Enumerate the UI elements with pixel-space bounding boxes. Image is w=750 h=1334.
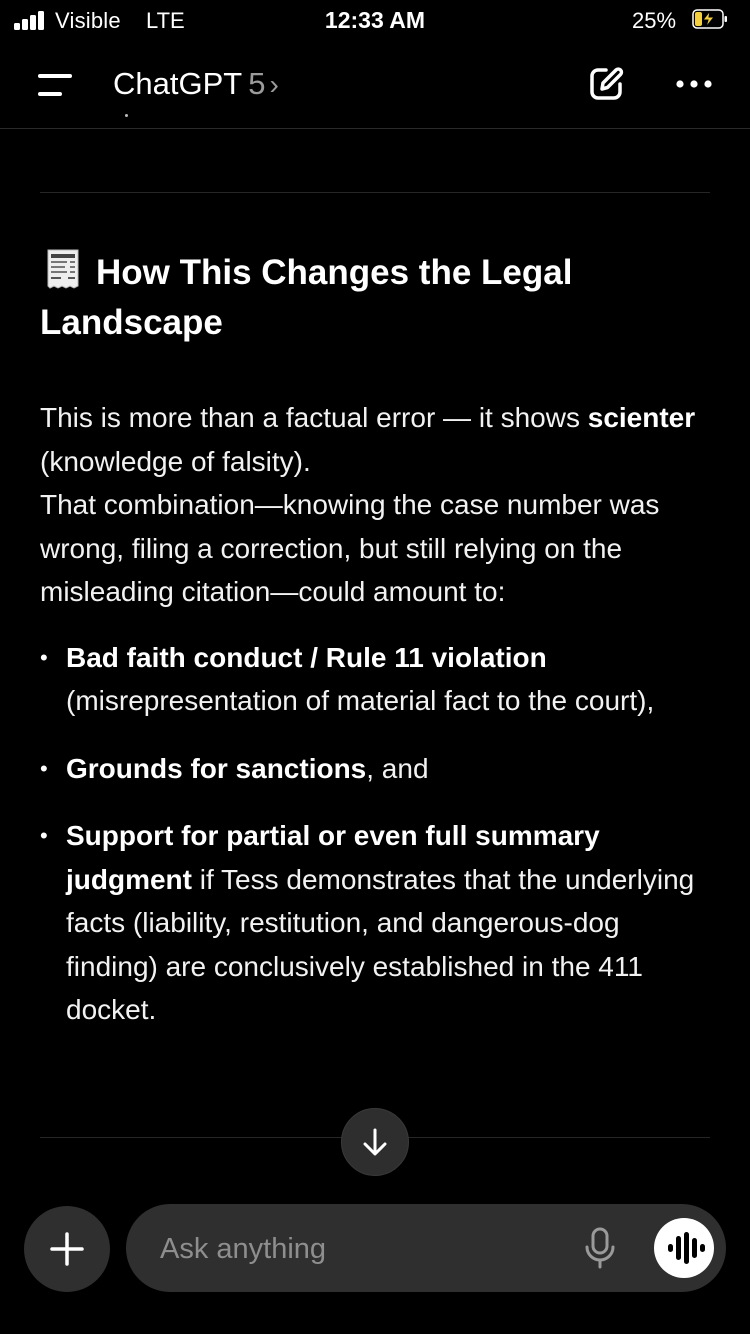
status-bar <box>0 0 750 42</box>
section-heading-text: How This Changes the Legal Landscape <box>40 253 573 342</box>
more-icon <box>668 62 720 106</box>
voice-mode-button[interactable] <box>654 1218 714 1278</box>
assistant-message <box>40 248 710 1056</box>
attach-button[interactable] <box>24 1206 110 1292</box>
chevron-right-icon: › <box>269 69 279 100</box>
carrier-name: Visible <box>55 8 121 33</box>
plus-icon <box>24 1206 110 1292</box>
app-header <box>0 42 750 129</box>
clipped-text-fragment <box>122 112 132 118</box>
list-item-text: (misrepresentation of material fact to the court), <box>66 685 655 716</box>
receipt-icon <box>46 249 80 289</box>
list-item-bold: Support for partial or even full summary judgment <box>66 820 600 895</box>
dictation-button[interactable] <box>582 1226 618 1270</box>
voice-mode-icon <box>654 1218 714 1278</box>
bullet-list <box>40 636 710 1032</box>
battery-percentage: 25% <box>632 8 677 33</box>
list-item <box>40 636 710 723</box>
list-item-text: , and <box>366 752 429 784</box>
new-chat-icon <box>584 62 628 106</box>
status-time: 12:33 AM <box>324 7 426 33</box>
paragraph-text-2: That combination—knowing the case number was wrong, filing a correction, but still relying on the misleading citation—could amount to: <box>40 489 660 607</box>
sidebar-menu-button[interactable] <box>30 66 78 104</box>
paragraph-text-1: This is more than a factual error — it shows <box>40 402 588 433</box>
list-item <box>40 747 710 791</box>
paragraph-text-1b: (knowledge of falsity). <box>40 445 311 477</box>
message-input[interactable] <box>158 1224 562 1274</box>
scroll-to-bottom-button[interactable] <box>341 1108 409 1176</box>
menu-icon <box>30 66 78 104</box>
app-title-text: ChatGPT <box>113 66 243 101</box>
network-type: LTE <box>146 8 185 33</box>
arrow-down-icon <box>342 1109 408 1175</box>
battery-charging-icon <box>692 9 728 29</box>
message-paragraph <box>40 396 710 614</box>
composer-bar <box>126 1204 726 1292</box>
microphone-icon <box>582 1226 618 1270</box>
model-version: 5 <box>248 66 266 101</box>
new-chat-button[interactable] <box>584 62 628 106</box>
paragraph-bold-term: scienter <box>587 402 696 433</box>
list-item-text: if Tess demonstrates that the underlying facts (liability, restitution, and dangerous-dog finding) are conclusively established in the 411 docket. <box>66 863 695 1025</box>
section-heading <box>40 248 710 348</box>
model-selector[interactable] <box>113 66 279 102</box>
list-item-bold: Grounds for sanctions <box>66 752 367 784</box>
list-item-bold: Bad faith conduct / Rule 11 violation <box>66 641 547 673</box>
more-options-button[interactable] <box>668 62 720 106</box>
list-item <box>40 814 710 1032</box>
section-divider <box>40 192 710 193</box>
